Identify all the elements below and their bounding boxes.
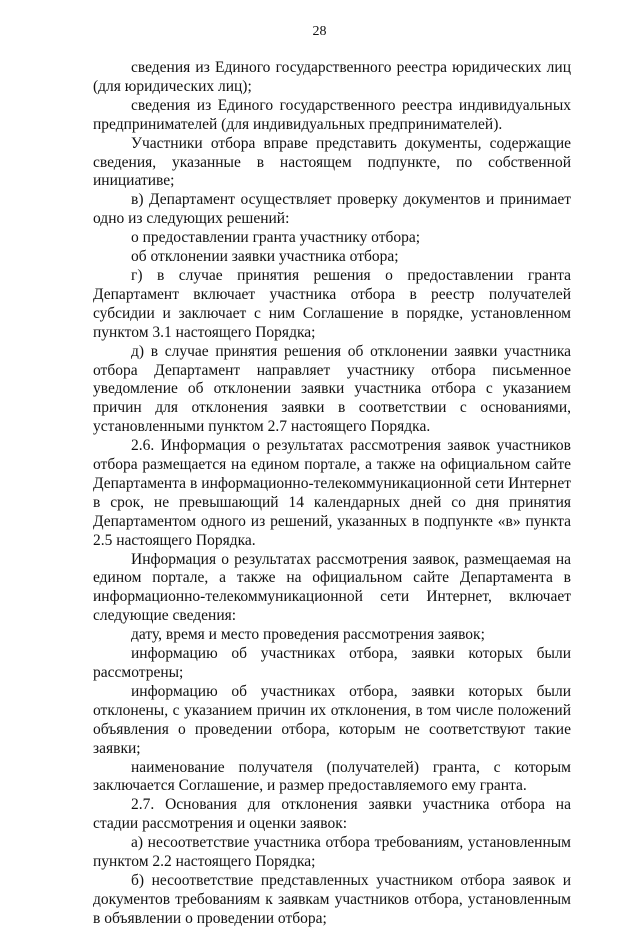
paragraph: информацию об участниках отбора, заявки которых были отклонены, с указанием причин их отклонения, в том числе положений объявления о проведении отбора, которым не соответствуют такие заявки; bbox=[93, 682, 571, 757]
paragraph: д) в случае принятия решения об отклонении заявки участника отбора Департамент направляет участнику отбора письменное уведомление об отклонении заявки участника отбора с указанием причин для отклонения заявки в соответствии с основаниями, установленными пунктом 2.7 настоящего Порядка. bbox=[93, 342, 571, 436]
paragraph: дату, время и место проведения рассмотрения заявок; bbox=[131, 626, 485, 644]
document-body bbox=[93, 59, 571, 929]
paragraph: сведения из Единого государственного реестра индивидуальных предпринимателей (для индивидуальных предпринимателей). bbox=[93, 96, 571, 133]
paragraph: информацию об участниках отбора, заявки которых были рассмотрены; bbox=[93, 645, 571, 681]
paragraph: о предоставлении гранта участнику отбора; bbox=[131, 229, 421, 247]
paragraph: сведения из Единого государственного реестра юридических лиц (для юридических лиц); bbox=[93, 59, 571, 95]
paragraph: 2.7. Основания для отклонения заявки участника отбора на стадии рассмотрения и оценки заявок: bbox=[93, 796, 571, 833]
paragraph: а) несоответствие участника отбора требованиям, установленным пунктом 2.2 настоящего Порядка; bbox=[93, 834, 571, 871]
paragraph: б) несоответствие представленных участником отбора заявок и документов требованиям к заявкам участников отбора, установленным в объявлении о проведении отбора; bbox=[93, 871, 571, 927]
paragraph: об отклонении заявки участника отбора; bbox=[131, 248, 399, 266]
paragraph: Участники отбора вправе представить документы, содержащие сведения, указанные в настоящем подпункте, по собственной инициативе; bbox=[93, 134, 571, 190]
paragraph: г) в случае принятия решения о предоставлении гранта Департамент включает участника отбора в реестр получателей субсидии и заключает с ним Соглашение в порядке, установленном пунктом 3.1 настоящего Порядка; bbox=[93, 266, 571, 341]
paragraph: Информация о результатах рассмотрения заявок, размещаемая на едином портале, а также на официальном сайте Департамента в информационно-телекоммуникационной сети Интернет, включает следующие сведения: bbox=[93, 550, 571, 625]
paragraph: наименование получателя (получателей) гранта, с которым заключается Соглашение, и размер предоставляемого ему гранта. bbox=[93, 758, 571, 795]
paragraph: 2.6. Информация о результатах рассмотрения заявок участников отбора размещается на едином портале, а также на официальном сайте Департамента в информационно-телекоммуникационной сети Интернет в срок, не превышающий 14 календарных дней со дня принятия Департаментом одного из решений, указанных в подпункте «в» пункта 2.5 настоящего Порядка. bbox=[93, 437, 571, 549]
page-number: 28 bbox=[312, 24, 327, 39]
paragraph: в) Департамент осуществляет проверку документов и принимает одно из следующих решений: bbox=[93, 191, 571, 228]
